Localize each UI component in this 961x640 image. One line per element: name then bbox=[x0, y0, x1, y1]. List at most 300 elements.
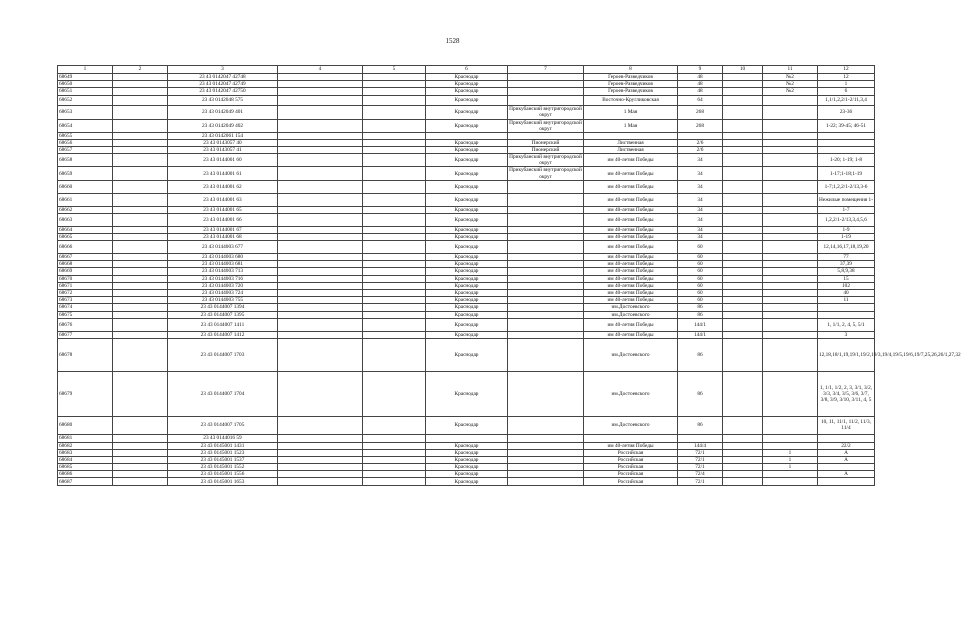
table-cell bbox=[723, 81, 763, 88]
table-cell bbox=[818, 311, 875, 318]
table-cell bbox=[723, 297, 763, 304]
table-cell: 15 bbox=[818, 275, 875, 282]
table-cell bbox=[363, 95, 426, 106]
table-cell bbox=[113, 139, 168, 146]
table-cell: 3 bbox=[818, 331, 875, 338]
table-cell: 68660 bbox=[58, 180, 113, 193]
table-cell: Краснодар bbox=[426, 206, 508, 213]
table-cell bbox=[278, 167, 363, 180]
table-cell: А bbox=[818, 449, 875, 456]
table-cell: 48 bbox=[678, 88, 723, 95]
table-cell: Краснодар bbox=[426, 478, 508, 485]
table-cell bbox=[763, 95, 818, 106]
table-cell bbox=[723, 226, 763, 233]
table-cell bbox=[723, 449, 763, 456]
table-cell bbox=[363, 81, 426, 88]
table-cell bbox=[113, 226, 168, 233]
table-cell: Краснодар bbox=[426, 226, 508, 233]
table-cell bbox=[363, 478, 426, 485]
table-cell: Краснодар bbox=[426, 311, 508, 318]
table-cell bbox=[508, 311, 584, 318]
table-cell: 72/1 bbox=[678, 464, 723, 471]
table-cell bbox=[363, 233, 426, 240]
table-row bbox=[58, 254, 875, 261]
table-row bbox=[58, 88, 875, 95]
table-cell: 1-22; 39-45; 46-51 bbox=[818, 119, 875, 132]
table-cell bbox=[113, 233, 168, 240]
table-cell bbox=[723, 147, 763, 154]
table-cell bbox=[763, 338, 818, 371]
table-cell bbox=[723, 88, 763, 95]
table-cell: Краснодар bbox=[426, 338, 508, 371]
table-cell bbox=[508, 304, 584, 311]
table-cell: 68650 bbox=[58, 81, 113, 88]
table-cell bbox=[508, 449, 584, 456]
table-cell: Героев-Разведчиков bbox=[584, 81, 678, 88]
table-cell bbox=[113, 275, 168, 282]
table-cell bbox=[508, 456, 584, 463]
table-cell bbox=[363, 147, 426, 154]
table-cell: Краснодар bbox=[426, 119, 508, 132]
table-cell bbox=[723, 311, 763, 318]
header-cell: 7 bbox=[508, 66, 584, 74]
table-cell: 23 43 0142047 42749 bbox=[168, 81, 278, 88]
table-cell bbox=[278, 464, 363, 471]
table-row bbox=[58, 119, 875, 132]
table-cell bbox=[278, 478, 363, 485]
table-cell: 1 bbox=[763, 449, 818, 456]
table-cell bbox=[723, 241, 763, 254]
table-cell bbox=[363, 119, 426, 132]
table-cell bbox=[508, 132, 584, 139]
table-cell: им.Достоевского bbox=[584, 304, 678, 311]
table-cell: 86 bbox=[678, 416, 723, 435]
table-cell: Краснодар bbox=[426, 318, 508, 331]
table-cell bbox=[818, 478, 875, 485]
table-cell bbox=[723, 282, 763, 289]
table-cell bbox=[113, 180, 168, 193]
table-cell bbox=[113, 193, 168, 206]
table-cell bbox=[723, 254, 763, 261]
table-cell bbox=[508, 193, 584, 206]
table-cell bbox=[763, 154, 818, 167]
table-cell: 23 43 0144003 720 bbox=[168, 282, 278, 289]
table-cell bbox=[363, 88, 426, 95]
table-cell: 23 43 0144007 1704 bbox=[168, 371, 278, 416]
table-row bbox=[58, 304, 875, 311]
table-cell bbox=[113, 74, 168, 81]
table-cell: 68667 bbox=[58, 254, 113, 261]
table-cell bbox=[508, 88, 584, 95]
table-cell bbox=[278, 226, 363, 233]
table-cell: 86 bbox=[678, 311, 723, 318]
table-cell: 68659 bbox=[58, 167, 113, 180]
table-cell: Краснодар bbox=[426, 282, 508, 289]
table-cell: 68672 bbox=[58, 289, 113, 296]
table-cell: 23 43 0145001 1523 bbox=[168, 449, 278, 456]
table-cell bbox=[363, 261, 426, 268]
table-cell: №2 bbox=[763, 81, 818, 88]
table-cell: 68665 bbox=[58, 233, 113, 240]
table-cell bbox=[508, 471, 584, 478]
header-cell: 11 bbox=[763, 66, 818, 74]
table-cell bbox=[763, 478, 818, 485]
table-cell bbox=[508, 81, 584, 88]
table-cell bbox=[278, 268, 363, 275]
table-cell bbox=[508, 180, 584, 193]
table-cell bbox=[278, 193, 363, 206]
table-row bbox=[58, 478, 875, 485]
table-cell: 23 43 0144003 755 bbox=[168, 297, 278, 304]
table-cell bbox=[763, 435, 818, 442]
table-row bbox=[58, 471, 875, 478]
table-cell: 144/1 bbox=[678, 331, 723, 338]
table-cell: 23 43 0143057 41 bbox=[168, 147, 278, 154]
table-cell: 34 bbox=[678, 180, 723, 193]
table-cell: 23 43 0144001 63 bbox=[168, 193, 278, 206]
table-cell: Краснодар bbox=[426, 456, 508, 463]
table-cell bbox=[278, 261, 363, 268]
table-row bbox=[58, 442, 875, 449]
table-cell: 68666 bbox=[58, 241, 113, 254]
table-cell: Краснодар bbox=[426, 471, 508, 478]
table-cell bbox=[763, 371, 818, 416]
table-cell: 23 43 0144007 1412 bbox=[168, 331, 278, 338]
table-cell: Российская bbox=[584, 456, 678, 463]
table-cell: им 40-летия Победы bbox=[584, 261, 678, 268]
table-row bbox=[58, 167, 875, 180]
table-cell bbox=[508, 95, 584, 106]
table-cell: 68681 bbox=[58, 435, 113, 442]
table-cell: Прикубанский внутригородской округ bbox=[509, 106, 582, 119]
table-cell: 1, 1/1, 2, 4, 5, 5/1 bbox=[818, 318, 875, 331]
table-cell bbox=[763, 147, 818, 154]
table-cell bbox=[278, 311, 363, 318]
table-cell: 23 43 0142049 401 bbox=[168, 106, 278, 119]
table-row bbox=[58, 318, 875, 331]
table-cell: 68674 bbox=[58, 304, 113, 311]
table-cell: Краснодар bbox=[426, 88, 508, 95]
table-cell: Краснодар bbox=[426, 268, 508, 275]
table-cell bbox=[763, 261, 818, 268]
table-cell: 68652 bbox=[58, 95, 113, 106]
table-cell: им 40-летия Победы bbox=[584, 193, 678, 206]
table-cell: 23 43 0144001 61 bbox=[168, 167, 278, 180]
table-cell bbox=[113, 311, 168, 318]
header-cell: 10 bbox=[723, 66, 763, 74]
table-cell: 48 bbox=[678, 81, 723, 88]
table-cell: 68682 bbox=[58, 442, 113, 449]
table-cell: 23 43 0145001 1552 bbox=[168, 464, 278, 471]
table-cell bbox=[363, 241, 426, 254]
table-cell bbox=[363, 289, 426, 296]
table-cell bbox=[278, 289, 363, 296]
table-cell: 68656 bbox=[58, 139, 113, 146]
table-cell: Краснодар bbox=[426, 442, 508, 449]
header-cell: 5 bbox=[363, 66, 426, 74]
table-cell: им 40-летия Победы bbox=[584, 297, 678, 304]
table-cell bbox=[278, 371, 363, 416]
table-cell: Краснодар bbox=[426, 331, 508, 338]
table-cell: 68663 bbox=[58, 213, 113, 226]
table-cell: 68675 bbox=[58, 311, 113, 318]
table-cell: 68685 bbox=[58, 464, 113, 471]
table-cell bbox=[113, 81, 168, 88]
table-cell: Краснодар bbox=[426, 304, 508, 311]
table-cell bbox=[363, 456, 426, 463]
table-cell: А bbox=[818, 471, 875, 478]
table-cell: 60 bbox=[678, 297, 723, 304]
table-cell: 23 43 0144001 65 bbox=[168, 206, 278, 213]
table-cell: Пионерский bbox=[508, 139, 584, 146]
table-row bbox=[58, 268, 875, 275]
table-cell: Краснодар bbox=[426, 416, 508, 435]
table-cell: 12,14,16,17,18,19,20 bbox=[818, 241, 875, 254]
table-cell bbox=[278, 213, 363, 226]
table-cell bbox=[508, 226, 584, 233]
table-cell: 23 43 0142048 575 bbox=[168, 95, 278, 106]
table-cell: 102 bbox=[818, 282, 875, 289]
table-cell bbox=[363, 193, 426, 206]
table-cell bbox=[113, 147, 168, 154]
table-row bbox=[58, 261, 875, 268]
table-cell: Краснодар bbox=[426, 213, 508, 226]
table-cell bbox=[508, 241, 584, 254]
table-cell: 68649 bbox=[58, 74, 113, 81]
table-cell bbox=[278, 254, 363, 261]
table-cell: Героев-Разведчиков bbox=[584, 88, 678, 95]
table-cell: 23 43 0145001 1431 bbox=[168, 442, 278, 449]
table-cell bbox=[363, 106, 426, 119]
table-cell: им 40-летия Победы bbox=[584, 254, 678, 261]
table-cell: им 40-летия Победы bbox=[584, 180, 678, 193]
table-cell bbox=[678, 435, 723, 442]
table-cell: им.Достоевского bbox=[584, 338, 678, 371]
table-cell: им.Достоевского bbox=[584, 311, 678, 318]
table-cell bbox=[278, 119, 363, 132]
table-cell bbox=[113, 289, 168, 296]
table-cell: 23 43 0144001 62 bbox=[168, 180, 278, 193]
table-cell: 68684 bbox=[58, 456, 113, 463]
table-cell: 23 43 0144003 681 bbox=[168, 261, 278, 268]
table-cell bbox=[763, 226, 818, 233]
table-cell: Краснодар bbox=[426, 154, 508, 167]
table-cell: 68670 bbox=[58, 275, 113, 282]
table-row bbox=[58, 282, 875, 289]
table-cell bbox=[278, 456, 363, 463]
table-cell bbox=[363, 275, 426, 282]
table-cell: 68662 bbox=[58, 206, 113, 213]
table-cell bbox=[113, 464, 168, 471]
table-cell: 23 43 0144016 59 bbox=[168, 435, 278, 442]
table-cell: 34 bbox=[678, 167, 723, 180]
table-cell bbox=[278, 74, 363, 81]
table-cell: Прикубанский внутригородской округ bbox=[509, 154, 582, 167]
table-cell: им 40-летия Победы bbox=[584, 213, 678, 226]
table-cell bbox=[278, 180, 363, 193]
table-cell bbox=[278, 338, 363, 371]
table-cell bbox=[113, 261, 168, 268]
table-cell: 34 bbox=[678, 233, 723, 240]
table-row bbox=[58, 206, 875, 213]
table-cell: 68677 bbox=[58, 331, 113, 338]
table-cell: 23 43 0142047 42750 bbox=[168, 88, 278, 95]
table-cell bbox=[278, 318, 363, 331]
table-cell bbox=[113, 478, 168, 485]
table-cell: 1 bbox=[818, 81, 875, 88]
table-row bbox=[58, 435, 875, 442]
table-cell: 68669 bbox=[58, 268, 113, 275]
table-cell bbox=[763, 416, 818, 435]
table-cell bbox=[723, 95, 763, 106]
table-cell bbox=[278, 241, 363, 254]
table-cell bbox=[113, 132, 168, 139]
table-cell bbox=[113, 95, 168, 106]
table-cell bbox=[363, 213, 426, 226]
table-cell bbox=[278, 435, 363, 442]
table-cell: 1 Мая bbox=[584, 119, 678, 132]
table-row bbox=[58, 449, 875, 456]
table-cell: 144/1 bbox=[678, 318, 723, 331]
table-cell bbox=[818, 464, 875, 471]
table-cell: 68655 bbox=[58, 132, 113, 139]
table-cell bbox=[763, 167, 818, 180]
table-cell bbox=[113, 154, 168, 167]
table-cell bbox=[508, 338, 584, 371]
table-cell bbox=[723, 471, 763, 478]
table-cell bbox=[763, 289, 818, 296]
table-cell: 68671 bbox=[58, 282, 113, 289]
table-cell: 68680 bbox=[58, 416, 113, 435]
table-row bbox=[58, 233, 875, 240]
table-cell: 268 bbox=[678, 106, 723, 119]
table-row bbox=[58, 213, 875, 226]
table-cell: им 40-летия Победы bbox=[584, 318, 678, 331]
table-cell: 68687 bbox=[58, 478, 113, 485]
table-cell bbox=[278, 88, 363, 95]
table-cell bbox=[818, 132, 875, 139]
table-row bbox=[58, 226, 875, 233]
table-cell bbox=[113, 442, 168, 449]
table-cell: 68678 bbox=[58, 338, 113, 371]
table-cell bbox=[363, 338, 426, 371]
table-cell bbox=[723, 304, 763, 311]
table-row bbox=[58, 275, 875, 282]
table-cell bbox=[723, 154, 763, 167]
table-cell: 1, 1/1, 1/2, 2, 3, 3/1, 3/2, 3/3, 3/4, 3/5, 3/6, 3/7, 3/8, 3/9, 3/10, 3/11, 4, 5 bbox=[818, 371, 875, 416]
table-cell bbox=[763, 275, 818, 282]
table-cell bbox=[363, 206, 426, 213]
table-cell bbox=[763, 180, 818, 193]
table-cell bbox=[113, 206, 168, 213]
page-number: 1528 bbox=[445, 37, 460, 45]
table-cell: 86 bbox=[678, 304, 723, 311]
table-cell bbox=[278, 147, 363, 154]
table-cell bbox=[278, 297, 363, 304]
table-cell bbox=[723, 167, 763, 180]
header-row bbox=[58, 66, 875, 74]
table-cell: 1 bbox=[763, 464, 818, 471]
table-cell bbox=[278, 449, 363, 456]
table-cell bbox=[113, 167, 168, 180]
table-row bbox=[58, 95, 875, 106]
table-cell: Прикубанский внутригородской округ bbox=[509, 119, 582, 132]
table-cell: 23 43 0145001 1556 bbox=[168, 471, 278, 478]
table-cell bbox=[723, 233, 763, 240]
table-cell bbox=[723, 478, 763, 485]
table-cell bbox=[363, 226, 426, 233]
table-cell bbox=[763, 282, 818, 289]
table-cell bbox=[278, 95, 363, 106]
table-cell: 72/1 bbox=[678, 456, 723, 463]
table-cell bbox=[723, 435, 763, 442]
table-cell bbox=[723, 331, 763, 338]
table-cell: 23 43 0142061 154 bbox=[168, 132, 278, 139]
table-cell bbox=[723, 268, 763, 275]
table-cell: 72/4 bbox=[678, 471, 723, 478]
table-cell: 68654 bbox=[58, 119, 113, 132]
table-cell: 34 bbox=[678, 213, 723, 226]
table-cell bbox=[363, 268, 426, 275]
table-cell bbox=[278, 154, 363, 167]
table-cell: Краснодар bbox=[426, 275, 508, 282]
table-cell: Краснодар bbox=[426, 167, 508, 180]
table-cell bbox=[363, 331, 426, 338]
table-cell: 23 43 0144003 677 bbox=[168, 241, 278, 254]
table-cell: им 40-летия Победы bbox=[584, 206, 678, 213]
table-cell: 68661 bbox=[58, 193, 113, 206]
table-cell: Прикубанский внутригородской округ bbox=[509, 167, 582, 180]
table-cell: 60 bbox=[678, 254, 723, 261]
table-cell bbox=[363, 167, 426, 180]
table-cell bbox=[363, 154, 426, 167]
table-cell bbox=[363, 449, 426, 456]
table-cell bbox=[763, 331, 818, 338]
table-cell: 68657 bbox=[58, 147, 113, 154]
table-cell: 68653 bbox=[58, 106, 113, 119]
table-cell bbox=[113, 213, 168, 226]
table-cell: им 40-летия Победы bbox=[584, 226, 678, 233]
table-cell bbox=[763, 304, 818, 311]
table-cell bbox=[278, 416, 363, 435]
table-cell: 23 43 0142049 402 bbox=[168, 119, 278, 132]
table-cell bbox=[763, 193, 818, 206]
table-row bbox=[58, 289, 875, 296]
table-cell bbox=[723, 371, 763, 416]
table-cell bbox=[508, 213, 584, 226]
table-cell bbox=[763, 297, 818, 304]
table-cell bbox=[278, 106, 363, 119]
table-cell: 10, 11, 11/1, 11/2, 11/3, 11/4 bbox=[818, 416, 875, 435]
table-cell bbox=[508, 435, 584, 442]
table-row bbox=[58, 311, 875, 318]
table-cell: 23 43 0145001 1653 bbox=[168, 478, 278, 485]
table-cell bbox=[818, 435, 875, 442]
table-cell bbox=[113, 282, 168, 289]
table-cell bbox=[763, 318, 818, 331]
table-cell bbox=[363, 282, 426, 289]
table-cell: Краснодар bbox=[426, 95, 508, 106]
table-cell: 68673 bbox=[58, 297, 113, 304]
table-cell: 12 bbox=[818, 74, 875, 81]
table-cell bbox=[363, 464, 426, 471]
table-row bbox=[58, 464, 875, 471]
table-row bbox=[58, 416, 875, 435]
table-cell: 68686 bbox=[58, 471, 113, 478]
table-cell: 34 bbox=[678, 154, 723, 167]
table-row bbox=[58, 371, 875, 416]
table-cell: Лиственная bbox=[584, 139, 678, 146]
